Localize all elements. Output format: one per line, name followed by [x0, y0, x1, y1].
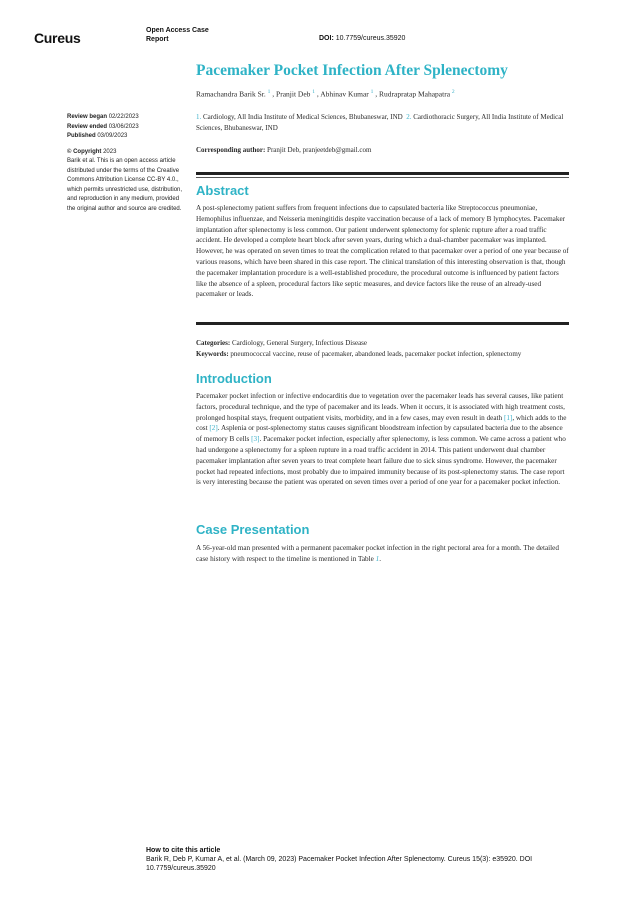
- affiliation-text: Cardiology, All India Institute of Medical Sciences, Bhubaneswar, IND: [203, 113, 403, 121]
- doi-label: DOI:: [319, 35, 334, 42]
- case-part: .: [379, 554, 381, 563]
- doi: [319, 35, 405, 42]
- affiliation-number: 1.: [196, 113, 202, 121]
- author-name[interactable]: Abhinav Kumar: [320, 89, 369, 99]
- published-date: 03/09/2023: [97, 133, 128, 139]
- author-affiliation-mark: 1: [370, 89, 374, 95]
- corresponding-author: [196, 146, 371, 154]
- citation-block: [146, 846, 566, 873]
- affiliation-number: 2.: [406, 113, 412, 121]
- abstract-top-rule-thin: [196, 177, 569, 178]
- reference-link[interactable]: [2]: [209, 424, 218, 433]
- table-link[interactable]: 1: [375, 554, 380, 563]
- article-title: Pacemaker Pocket Infection After Splenectomy: [196, 62, 508, 79]
- author-affiliation-mark: 1: [267, 89, 271, 95]
- copyright-label: © Copyright: [67, 148, 102, 155]
- abstract-heading: Abstract: [196, 183, 249, 198]
- case-presentation-heading: Case Presentation: [196, 522, 310, 537]
- author-affiliation-mark: 1: [312, 89, 316, 95]
- author-name[interactable]: Pranjit Deb: [276, 89, 311, 99]
- intro-part: . Pacemaker pocket infection, especially after splenectomy, is less common. We came across a patient who had undergone a splenectomy for a spleen rupture in a road traffic accident in 2014. This patient underwent dual chamber pacemaker implantation after seven years to treat complete heart failure due to sick sinus syndrome. However, the pacemaker pocket had repeated infections, most probably due to impaired immunity because of its post-splenectomy status. The case report is very interesting because the patient was operated on seven times over a period of one year for a pacemaker pocket infection.: [196, 435, 566, 487]
- abstract-bottom-rule: [196, 322, 569, 325]
- categories-label: Categories:: [196, 339, 231, 347]
- author-name[interactable]: Rudrapratap Mahapatra: [379, 89, 451, 99]
- article-type: Open Access Case Report: [146, 27, 209, 43]
- review-began-label: Review began: [67, 114, 108, 120]
- review-ended-label: Review ended: [67, 123, 108, 130]
- introduction-text: [196, 391, 570, 488]
- intro-part: Pacemaker pocket infection or infective endocarditis due to vegetation over the pacemaker leads has several causes, like patient factors, procedural technique, and the type of pacemaker and its leads. When it occurs, it is associated with high treatment costs, prolonged hospital stays, frequent outpatient visits, morbidity, and in a few cases, may even result in death: [196, 392, 565, 422]
- intro-part: . Asplenia or post-splenectomy status causes significant bloodstream infection by capsulated bacteria due to the absence of memory B cells: [196, 424, 563, 444]
- author-affiliation-mark: 2: [451, 89, 455, 95]
- journal-logo: Cureus: [34, 30, 81, 46]
- copyright-year: 2023: [103, 148, 117, 155]
- published: [67, 132, 185, 142]
- author-name[interactable]: Ramachandra Barik Sr.: [196, 89, 266, 99]
- review-began-date: 02/22/2023: [108, 114, 139, 120]
- keywords-label: Keywords:: [196, 349, 229, 358]
- corresponding-value[interactable]: Pranjit Deb, pranjeetdeb@gmail.com: [267, 146, 372, 154]
- citation-text: Barik R, Deb P, Kumar A, et al. (March 09, 2023) Pacemaker Pocket Infection After Splenectomy. Cureus 15(3): e35920. DOI 10.7759/cureus.35920: [146, 856, 533, 872]
- categories-value: Cardiology, General Surgery, Infectious Disease: [231, 339, 368, 347]
- corresponding-label: Corresponding author:: [196, 146, 266, 154]
- case-part: A 56-year-old man presented with a permanent pacemaker pocket infection in the right pectoral area for a month. The detailed case history with respect to the timeline is mentioned in Table: [196, 544, 559, 563]
- abstract-text: A post-splenectomy patient suffers from frequent infections due to capsulated bacteria like Streptococcus pneumoniae, Hemophilus influenzae, and Neisseria meningitidis despite vaccination because of a lack of memory B lymphocytes. Pacemaker implantation after splenectomy is less common. Our patient underwent splenectomy for splenic rupture after a road traffic accident. He developed a complete heart block after seven years, during which a dual-chamber pacemaker was implanted. However, he was operated on seven times to treat the complication related to that pacemaker over a period of one year because of various reasons, which have been shared in this case report. The clinical translation of this interesting observation is that, though the pacemaker implantation procedure is a well-established procedure, the procedural outcome is influenced by patient factors like the absence of a spleen, procedural factors like septic measures, and device factors like the reuse of an already-used pacemaker or leads.: [196, 204, 569, 299]
- abstract-top-rule: [196, 172, 569, 175]
- keywords-value: pneumococcal vaccine, reuse of pacemaker, abandoned leads, pacemaker pocket infection, splenectomy: [230, 349, 522, 358]
- affiliation-text: Cardiothoracic Surgery, All India Institute of Medical Sciences, Bhubaneswar, IND: [196, 113, 564, 132]
- review-ended: [67, 123, 185, 133]
- published-label: Published: [67, 133, 96, 139]
- affiliations: [196, 112, 571, 133]
- reference-link[interactable]: [1]: [503, 413, 513, 422]
- doi-value[interactable]: 10.7759/cureus.35920: [335, 35, 406, 42]
- categories: [196, 338, 570, 349]
- introduction-heading: Introduction: [196, 371, 272, 386]
- review-ended-date: 03/06/2023: [108, 123, 139, 130]
- keywords: [196, 349, 570, 360]
- license-text: Barik et al. This is an open access article distributed under the terms of the Creative Commons Attribution License CC-BY 4.0., which permits unrestricted use, distribution, and reproduction in any medium, provided the original author and source are credited.: [67, 158, 183, 212]
- case-presentation-text: [196, 543, 570, 565]
- intro-part: , which adds to the cost: [196, 413, 567, 433]
- review-began: [67, 113, 185, 123]
- copyright: [67, 148, 185, 158]
- categories-keywords: [196, 338, 570, 359]
- reference-link[interactable]: [3]: [251, 435, 260, 444]
- article-sidebar: [67, 113, 185, 214]
- author-list: Ramachandra Barik Sr. $^1$ , Pranjit Deb $^1$ , Abhinav Kumar $^1$ , Rudrapratap Mahapatra $^2$: [196, 89, 455, 99]
- citation-heading: How to cite this article: [146, 847, 221, 854]
